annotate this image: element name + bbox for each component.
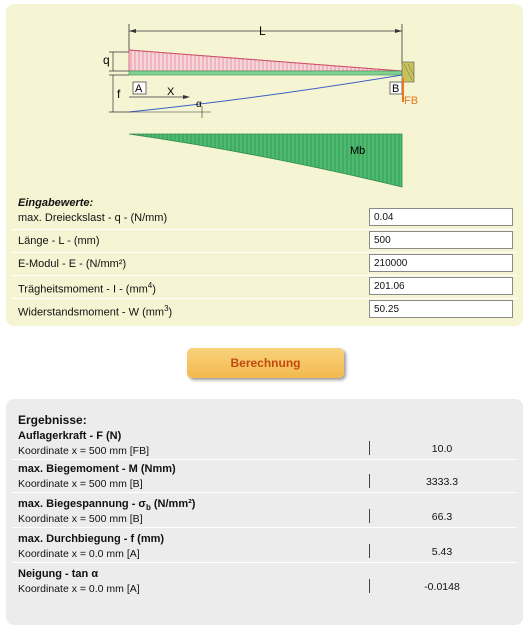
- result-value: 5.43: [431, 546, 453, 558]
- result-coord: Koordinate x = 0.0 mm [A]: [18, 548, 140, 560]
- results-panel: [6, 399, 523, 625]
- length-input[interactable]: 500: [369, 231, 513, 249]
- divider: [369, 474, 370, 488]
- label-B: B: [392, 83, 400, 95]
- input-row-L: [12, 231, 517, 252]
- divider: [12, 492, 517, 493]
- result-coord: Koordinate x = 0.0 mm [A]: [18, 583, 140, 595]
- divider: [369, 544, 370, 558]
- input-row-E: [12, 254, 517, 275]
- result-coord: Koordinate x = 500 mm [B]: [18, 478, 143, 490]
- result-value: 10.0: [431, 443, 453, 455]
- label-E-input: E-Modul - E - (N/mm²): [18, 258, 127, 270]
- input-title: Eingabewerte:: [18, 197, 94, 209]
- result-value: 66.3: [431, 511, 453, 523]
- label-f: f: [117, 87, 121, 101]
- result-value: -0.0148: [424, 581, 460, 593]
- result-head: max. Durchbiegung - f (mm): [18, 533, 165, 545]
- label-A: A: [135, 83, 143, 95]
- label-X: X: [167, 86, 175, 98]
- calculate-button[interactable]: Berechnung: [187, 348, 344, 378]
- divider: [369, 441, 370, 455]
- results-title: Ergebnisse:: [18, 413, 87, 427]
- divider: [12, 527, 517, 528]
- traegheitsmoment-input[interactable]: 201.06: [369, 277, 513, 295]
- widerstandsmoment-input[interactable]: 50.25: [369, 300, 513, 318]
- result-coord: Koordinate x = 500 mm [FB]: [18, 445, 150, 457]
- beam: [129, 71, 402, 75]
- beam-diagram: [6, 4, 523, 196]
- q-input[interactable]: 0.04: [369, 208, 513, 226]
- divider: [12, 229, 517, 230]
- divider: [12, 298, 517, 299]
- moment-diagram: [129, 134, 402, 187]
- divider: [369, 579, 370, 593]
- label-q-input: max. Dreieckslast - q - (N/mm): [18, 212, 168, 224]
- emodul-input[interactable]: 210000: [369, 254, 513, 272]
- label-q: q: [103, 53, 110, 67]
- result-value: 3333.3: [425, 476, 459, 488]
- label-Mb: Mb: [350, 145, 366, 157]
- divider: [12, 459, 517, 460]
- label-L: L: [259, 24, 266, 38]
- divider: [12, 562, 517, 563]
- input-row-W: [12, 300, 517, 321]
- input-row-I: [12, 277, 517, 298]
- result-head: max. Biegemoment - M (Nmm): [18, 463, 176, 475]
- label-I-input: Trägheitsmoment - I - $(mm^4)$: [18, 281, 156, 296]
- label-W-input: Widerstandsmoment - W $(mm^3)$: [18, 304, 173, 319]
- result-head: max. Biegespannung - $\sigma_b$ (N/mm²): [18, 498, 196, 513]
- input-panel: [6, 4, 523, 326]
- divider: [369, 509, 370, 523]
- divider: [12, 275, 517, 276]
- label-alpha: α: [196, 99, 202, 110]
- input-row-q: [12, 208, 517, 229]
- label-FB: FB: [404, 95, 419, 107]
- result-head: Auflagerkraft - F (N): [18, 430, 122, 442]
- label-L-input: Länge - L - (mm): [18, 235, 100, 247]
- result-coord: Koordinate x = 500 mm [B]: [18, 513, 143, 525]
- result-head: Neigung - tan α: [18, 568, 99, 580]
- divider: [12, 252, 517, 253]
